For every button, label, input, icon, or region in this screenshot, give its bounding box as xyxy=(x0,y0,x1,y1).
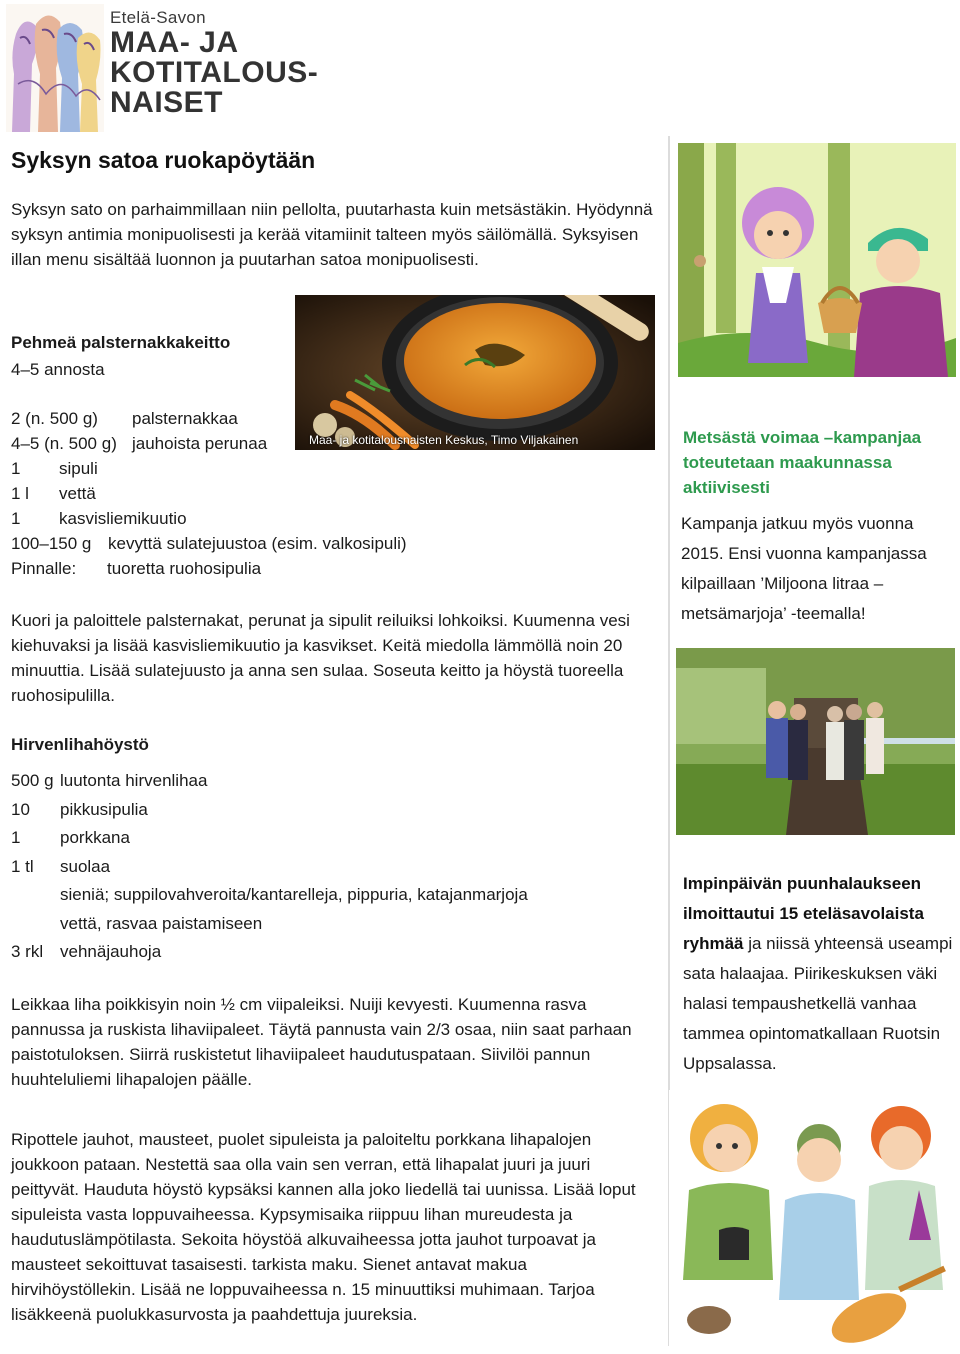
ingredient-name: kasvisliemikuutio xyxy=(59,509,187,528)
logo-line-2: KOTITALOUS- xyxy=(110,56,319,89)
ingredient-row xyxy=(11,556,651,581)
tree-hugging-rest: ja niissä yhteensä useampi sata halaajaa. Piirikeskuksen väki halasi tempaushetkellä vanhaa tammea opintomatkallaan Ruotsin Uppsalassa. xyxy=(683,934,953,1073)
campaign-heading: Metsästä voimaa –kampanjaa toteutetaan maakunnassa aktiivisesti xyxy=(683,428,922,497)
ingredient-name: sipuli xyxy=(59,459,98,478)
recipe2-title: Hirvenlihahöystö xyxy=(11,735,149,754)
ingredient-name: palsternakkaa xyxy=(132,409,238,428)
ingredient-name: kevyttä sulatejuustoa (esim. valkosipuli) xyxy=(108,534,407,553)
ingredient-row xyxy=(11,767,651,796)
ingredient-name: suolaa xyxy=(60,856,111,876)
ingredient-row xyxy=(11,431,651,456)
ingredient-qty: 4–5 (n. 500 g) xyxy=(11,434,117,453)
ingredient-qty: 1 xyxy=(11,828,21,847)
ingredient-qty: 3 rkl xyxy=(11,942,44,961)
ingredient-qty: 2 (n. 500 g) xyxy=(11,409,98,428)
ingredient-row xyxy=(11,853,651,882)
ingredient-qty: 500 g xyxy=(11,771,54,790)
logo-line-region: Etelä-Savon xyxy=(110,8,206,27)
ingredient-row xyxy=(11,824,651,853)
recipe2-instructions-1: Leikkaa liha poikkisyin noin ½ cm viipaleiksi. Nuiji kevyesti. Kuumenna rasva pannussa ja ruskista lihaviipaleet. Täytä pannusta vain 2/3 osaa, niin saat parhaan paistotuloksen. Siirrä ruskistetut lihaviipaleet haudutuspataan. Siivilöi pannun huuhteluliemi lihapalojen päälle. xyxy=(11,995,632,1089)
ingredient-row xyxy=(11,406,651,431)
tree-hugging-bold: Impinpäivän puunhalaukseen ilmoittautui 15 eteläsavolaista ryhmää xyxy=(683,874,924,953)
recipe1-instructions: Kuori ja paloittele palsternakat, perunat ja sipulit reiluiksi lohkoiksi. Kuumenna vesi kiehuvaksi ja lisää kasvisliemikuutio ja kasvikset. Keitä miedolla lämmöllä noin 20 minuuttia. Lisää sulatejuusto ja anna sen sulaa. Soseuta keitto ja höystä tuoreella ruohosipulilla. xyxy=(11,611,630,705)
ingredient-qty: 1 xyxy=(11,509,21,528)
ingredient-name: jauhoista perunaa xyxy=(132,434,268,453)
ingredient-row xyxy=(11,506,651,531)
ingredient-qty: 1 xyxy=(11,459,21,478)
ingredient-row xyxy=(11,531,651,556)
ingredient-name: sieniä; suppilovahveroita/kantarelleja, pippuria, katajanmarjoja xyxy=(60,885,528,904)
people-hugging-oak-image xyxy=(676,648,955,835)
ingredient-name: tuoretta ruohosipulia xyxy=(107,559,262,578)
children-picking-mushrooms-image xyxy=(678,143,956,377)
intro-paragraph: Syksyn sato on parhaimmillaan niin pellolta, puutarhasta kuin metsästäkin. Hyödynnä syksyn antimia monipuolisesti ja kerää vitamiinit talteen myös säilömällä. Syksyisen illan menu sisältää luonnon ja puutarhan satoa monipuolisesti. xyxy=(11,200,653,269)
children-with-violin-image xyxy=(669,1090,957,1350)
photo-credit: Maa- ja kotitalousnaisten Keskus, Timo Viljakainen xyxy=(309,433,579,447)
women-figures-logo-icon xyxy=(6,4,104,132)
ingredient-row xyxy=(11,481,651,506)
recipe1-servings: 4–5 annosta xyxy=(11,360,105,379)
ingredient-row xyxy=(11,456,651,481)
organization-logo xyxy=(6,4,319,132)
forest-children-illustration xyxy=(678,143,956,377)
ingredient-row xyxy=(11,938,651,967)
organization-name xyxy=(110,8,318,118)
ingredient-qty: 100–150 g xyxy=(11,534,92,553)
tree-hugging-photo xyxy=(676,648,955,835)
recipe2-instructions-2: Ripottele jauhot, mausteet, puolet sipuleista ja paloiteltu porkkana lihapalojen joukkoon pataan. Nestettä saa olla vain sen verran, että lihapalat juuri ja juuri peittyvät. Hauduta höystö kypsäksi kannen alla joko liedellä tai uunissa. Lisää loput sipuleista vasta loppuvaiheessa. Kypsymisaika riippuu lihan mureudesta ja haudutuslämpötilasta. Sekoita höystöä alkuvaiheessa jotta jauhot turpoavat ja mausteet sekoittuvat tasaisesti. tarkista maku. Sienet antavat makua hirvihöystöllekin. Lisää ne loppuvaiheessa n. 15 minuuttiksi muhimaan. Tarjoa lisäkkeenä puolukkasurvosta ja paahdettuja juureksia. xyxy=(11,1130,636,1324)
logo-line-1: MAA- JA xyxy=(110,26,239,59)
ingredient-name: vehnäjauhoja xyxy=(60,942,162,961)
ingredient-name: porkkana xyxy=(60,828,130,847)
recipe1-ingredients xyxy=(11,406,651,581)
campaign-text: Kampanja jatkuu myös vuonna 2015. Ensi vuonna kampanjassa kilpaillaan ’Miljoona litraa – metsämarjoja’ -teemalla! xyxy=(681,514,927,623)
ingredient-name: pikkusipulia xyxy=(60,799,148,819)
recipe2-ingredients xyxy=(11,767,651,967)
logo-line-3: NAISET xyxy=(110,86,224,119)
ingredient-row xyxy=(11,910,651,939)
ingredient-qty: 1 tl xyxy=(11,856,34,876)
ingredient-qty: 10 xyxy=(11,799,30,819)
ingredient-row xyxy=(11,796,651,825)
ingredient-qty: 1 l xyxy=(11,484,29,503)
ingredient-qty: Pinnalle: xyxy=(11,559,77,578)
recipe1-title: Pehmeä palsternakkakeitto xyxy=(11,333,231,352)
ingredient-name: vettä, rasvaa paistamiseen xyxy=(60,913,263,933)
cooking-children-illustration xyxy=(669,1090,957,1350)
ingredient-name: vettä xyxy=(59,484,96,503)
ingredient-name: luutonta hirvenlihaa xyxy=(60,771,208,790)
ingredient-row xyxy=(11,881,651,910)
page-title: Syksyn satoa ruokapöytään xyxy=(11,147,316,173)
tree-hugging-text xyxy=(683,869,953,1079)
